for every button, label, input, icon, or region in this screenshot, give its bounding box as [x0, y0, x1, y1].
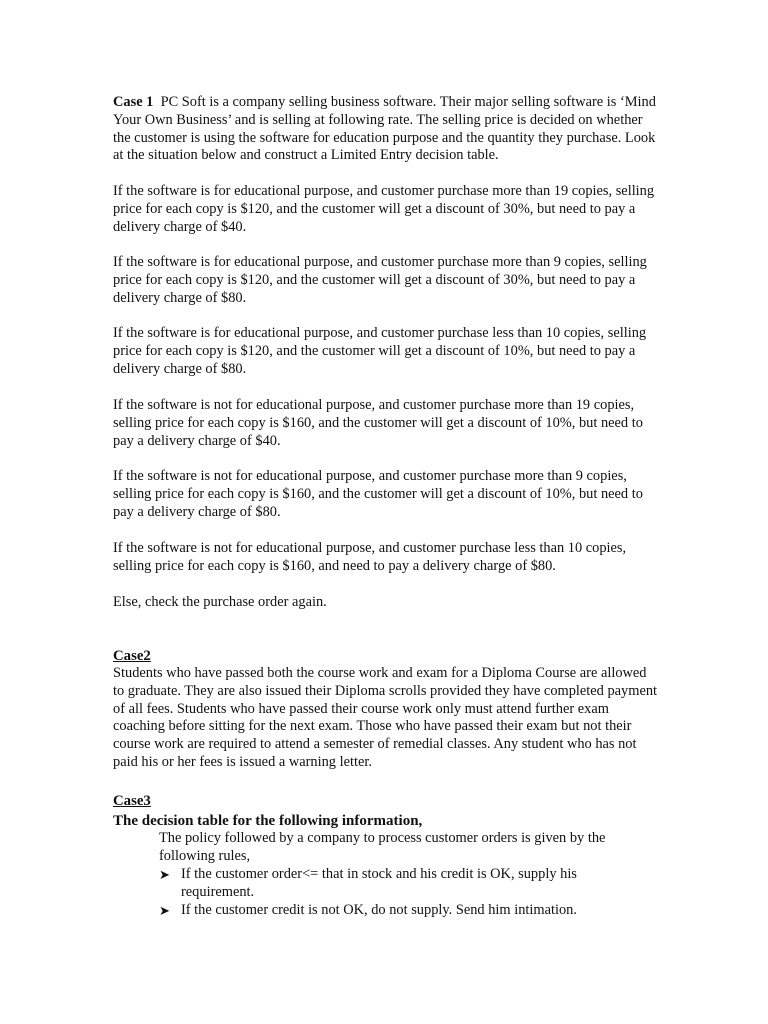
case1-rule-5: If the software is not for educational purpose, and customer purchase more than 9 copies, selling price for each copy is $160, and the customer will get a discount of 10%, but need to pay a delivery charge of $80. — [113, 468, 643, 520]
case3-bullet-1-text: If the customer order<= that in stock and his credit is OK, supply his requirement. — [181, 866, 577, 900]
case1-rule-2: If the software is for educational purpose, and customer purchase more than 9 copies, selling price for each copy is $120, and the customer will get a discount of 30%, but need to pay a delivery charge of $80. — [113, 254, 647, 306]
arrowhead-bullet-icon: ➤ — [159, 903, 170, 918]
case1-label: Case 1 — [113, 94, 154, 110]
case1-intro-paragraph — [113, 94, 658, 165]
case1-else-text: Else, check the purchase order again. — [113, 594, 327, 610]
case1-rule-3: If the software is for educational purpose, and customer purchase less than 10 copies, selling price for each copy is $120, and the customer will get a discount of 10%, but need to pay a delivery charge of $80. — [113, 325, 647, 377]
case3-heading: Case3 — [113, 793, 151, 809]
case2-heading: Case2 — [113, 648, 151, 664]
case3-intro: The policy followed by a company to process customer orders is given by the following rules, — [159, 830, 606, 864]
case3-bullet-2-text: If the customer credit is not OK, do not supply. Send him intimation. — [181, 902, 577, 918]
case3-bullet-1 — [159, 866, 629, 902]
case3-bullet-2 — [159, 902, 629, 920]
case1-rule-6: If the software is not for educational purpose, and customer purchase less than 10 copies, selling price for each copy is $160, and need to pay a delivery charge of $80. — [113, 540, 627, 574]
case1-rule-1: If the software is for educational purpose, and customer purchase more than 19 copies, selling price for each copy is $120, and the customer will get a discount of 30%, but need to pay a delivery charge of $40. — [113, 183, 655, 235]
case1-intro-text: PC Soft is a company selling business software. Their major selling software is ‘Mind Your Own Business’ and is selling at following rate. The selling price is decided on whether the customer is using the software for education purpose and the quantity they purchase. Look at the situation below and construct a Limited Entry decision table. — [113, 94, 656, 164]
case3-subheading: The decision table for the following information, — [113, 813, 423, 829]
arrowhead-bullet-icon: ➤ — [159, 867, 170, 882]
case1-rule-4: If the software is not for educational purpose, and customer purchase more than 19 copies, selling price for each copy is $160, and the customer will get a discount of 10%, but need to pay a delivery charge of $40. — [113, 397, 643, 449]
case2-body: Students who have passed both the course work and exam for a Diploma Course are allowed to graduate. They are also issued their Diploma scrolls provided they have completed payment of all fees. Students who have passed their course work only must attend further exam coaching before sitting for the next exam. Those who have passed their exam but not their course work are required to attend a semester of remedial classes. Any student who has not paid his or her fees is issued a warning letter. — [113, 665, 658, 770]
